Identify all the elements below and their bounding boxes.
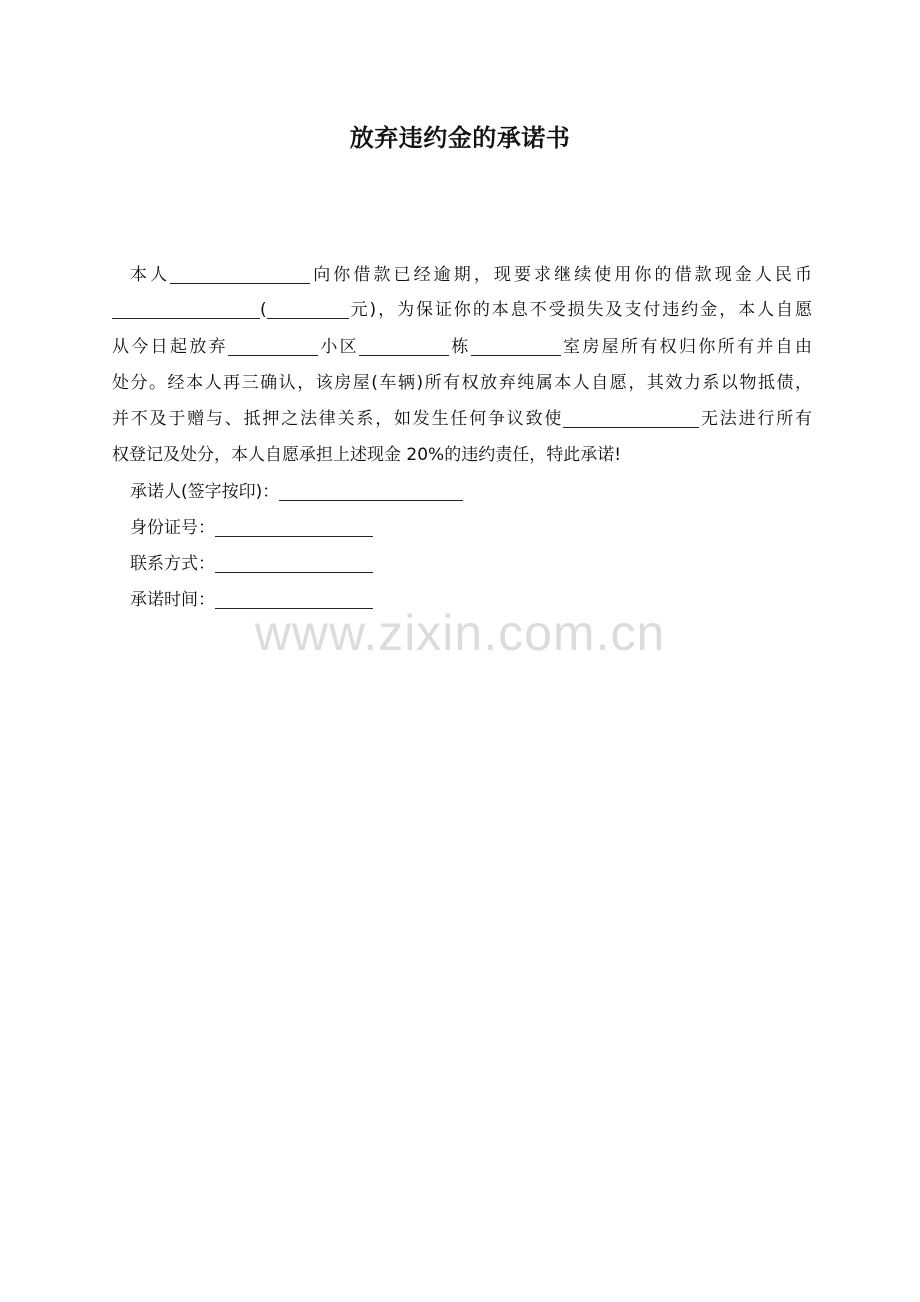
text: 向你借款已经逾期，现要求继续使用你的借款现金人民币 (310, 265, 813, 285)
text: 元)，为保证你的本息不受损失及支付违约金，本人自愿 (348, 300, 812, 320)
signer-field (130, 474, 463, 510)
text: ( (260, 300, 267, 320)
signer-blank[interactable] (279, 476, 463, 501)
contact-blank[interactable] (215, 548, 373, 573)
text: 室房屋所有权归你所有并自由 (560, 337, 813, 357)
room-blank[interactable] (471, 331, 561, 356)
id-number-label: 身份证号： (130, 518, 215, 538)
body-line-5 (112, 401, 812, 437)
text: 栋 (449, 337, 471, 357)
body-line-6: 权登记及处分，本人自愿承担上述现金 20%的违约责任，特此承诺! (112, 445, 622, 465)
text: 并不及于赠与、抵押之法律关系，如发生任何争议致使 (112, 409, 564, 429)
body-line-2 (112, 292, 812, 328)
signer-label: 承诺人(签字按印)： (130, 482, 280, 502)
contact-field (130, 546, 373, 582)
community-blank[interactable] (228, 331, 318, 356)
text: 小区 (318, 337, 359, 357)
body-line-4: 处分。经本人再三确认，该房屋(车辆)所有权放弃纯属本人自愿，其效力系以物抵债， (112, 373, 812, 393)
id-number-field (130, 510, 373, 546)
watermark: www.zixin.com.cn (254, 605, 666, 661)
amount-words-blank[interactable] (267, 294, 349, 319)
party-blank[interactable] (563, 403, 699, 428)
body-line-3 (112, 329, 812, 365)
borrower-name-blank[interactable] (170, 259, 310, 284)
amount-digits-blank[interactable] (112, 294, 260, 319)
date-label: 承诺时间： (130, 590, 215, 610)
text: 本人 (130, 265, 171, 285)
building-blank[interactable] (359, 331, 449, 356)
body-line-1 (112, 257, 812, 293)
contact-label: 联系方式： (130, 554, 215, 574)
text: 无法进行所有 (699, 409, 813, 429)
id-number-blank[interactable] (215, 512, 373, 537)
text: 从今日起放弃 (112, 337, 228, 357)
document-title: 放弃违约金的承诺书 (349, 124, 571, 152)
